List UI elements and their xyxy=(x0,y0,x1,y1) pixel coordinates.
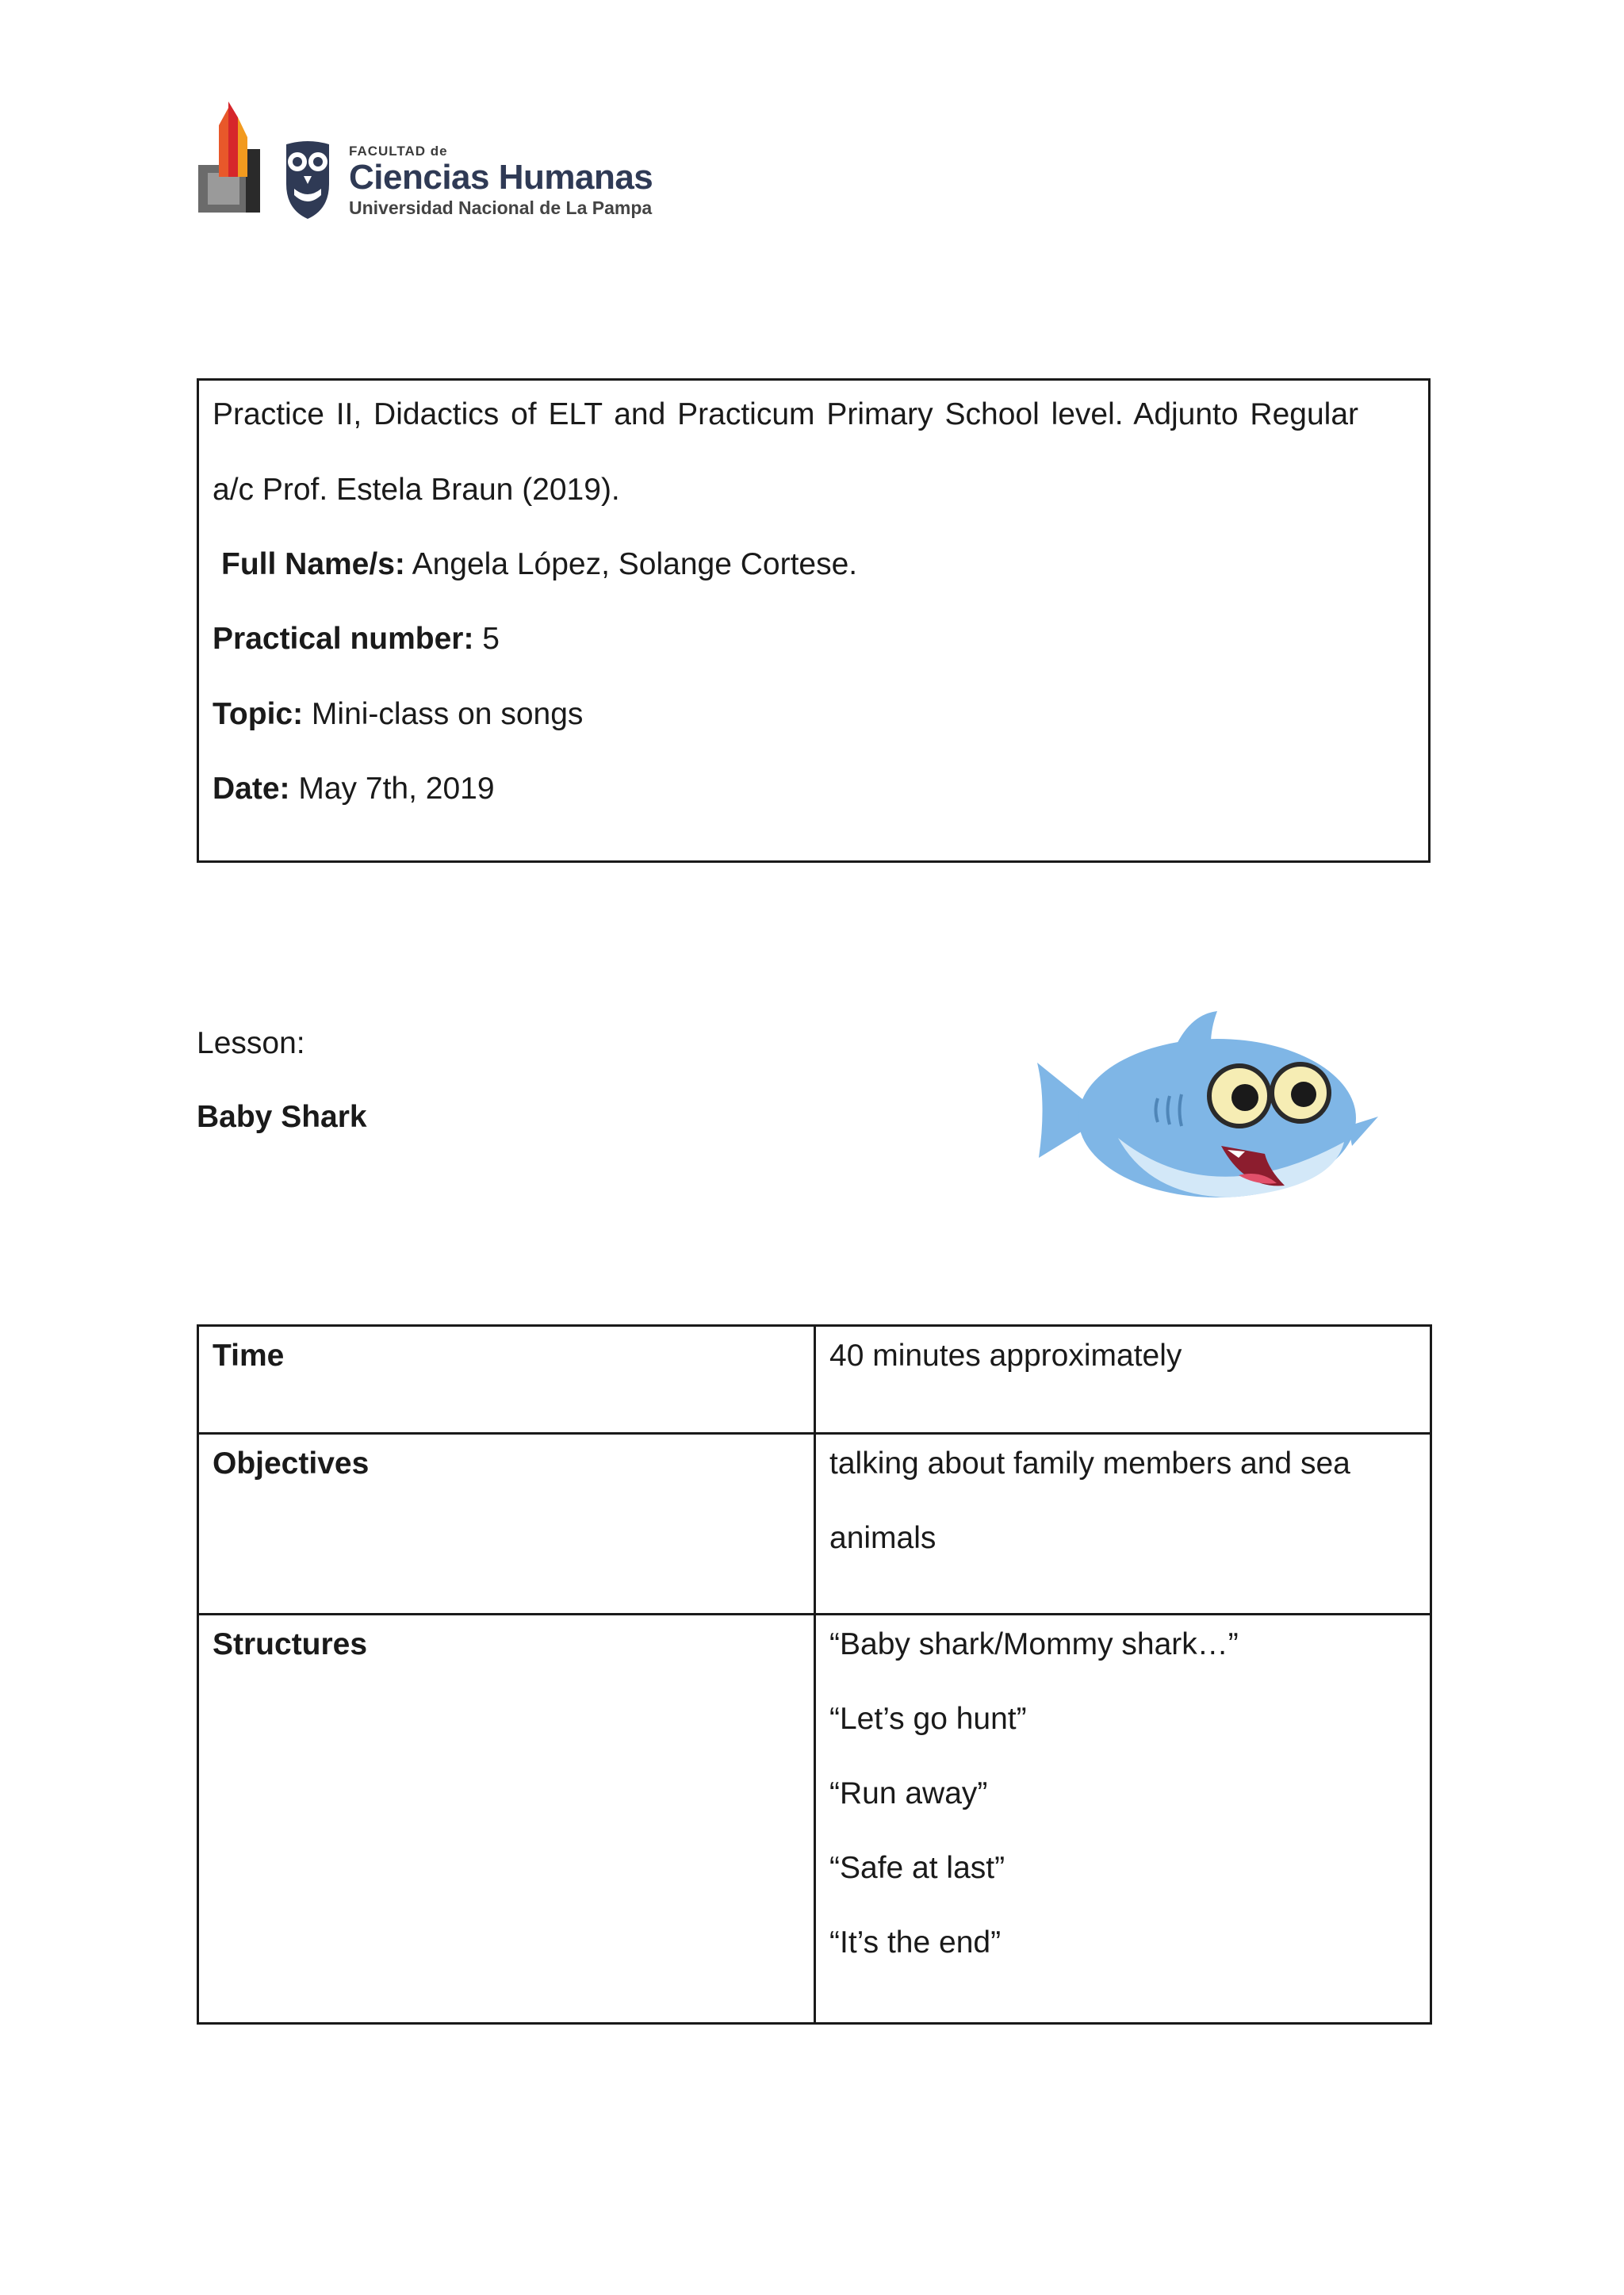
structure-item: “Let’s go hunt” xyxy=(829,1702,1027,1736)
full-names-label: Full Name/s: xyxy=(221,547,405,581)
time-value-cell: 40 minutes approximately xyxy=(815,1326,1431,1434)
practical-number-line xyxy=(213,621,500,657)
table-row xyxy=(198,1434,1431,1615)
full-names-value: Angela López, Solange Cortese. xyxy=(404,547,858,581)
structures-label-cell: Structures xyxy=(198,1615,815,2024)
time-label-cell: Time xyxy=(198,1326,815,1434)
topic-value: Mini-class on songs xyxy=(303,697,584,731)
objectives-label-cell: Objectives xyxy=(198,1434,815,1615)
lesson-plan-table xyxy=(197,1324,1432,2025)
structure-item: “Baby shark/Mommy shark…” xyxy=(829,1627,1239,1661)
course-title-line2: a/c Prof. Estela Braun (2019). xyxy=(213,473,620,507)
logo-text xyxy=(349,144,682,219)
date-label: Date: xyxy=(213,772,290,806)
lesson-title: Baby Shark xyxy=(197,1100,367,1134)
full-names-line xyxy=(221,546,857,583)
course-title-line1: Practice II, Didactics of ELT and Practicum Primary School level. Adjunto Regular xyxy=(213,397,1358,431)
topic-line xyxy=(213,696,583,733)
lesson-label: Lesson: xyxy=(197,1026,305,1060)
owl-icon xyxy=(280,136,335,220)
table-row xyxy=(198,1326,1431,1434)
baby-shark-illustration-icon xyxy=(1031,1007,1380,1221)
date-value: May 7th, 2019 xyxy=(289,772,495,806)
logo-faculty-label: FACULTAD de xyxy=(349,144,448,159)
objectives-value-cell xyxy=(815,1434,1431,1615)
table-row xyxy=(198,1615,1431,2024)
faculty-logo xyxy=(198,102,674,228)
practical-number-value: 5 xyxy=(473,622,500,656)
structure-item: “Run away” xyxy=(829,1776,988,1810)
logo-university: Universidad Nacional de La Pampa xyxy=(349,197,653,218)
date-line xyxy=(213,771,495,807)
objectives-line: talking about family members and sea xyxy=(829,1446,1350,1481)
faculty-emblem-icon xyxy=(198,102,270,220)
objectives-line: animals xyxy=(829,1521,936,1555)
practical-number-label: Practical number: xyxy=(213,622,474,656)
logo-faculty-name: Ciencias Humanas xyxy=(349,158,653,197)
structures-value-cell xyxy=(815,1615,1431,2024)
topic-label: Topic: xyxy=(213,697,304,731)
structure-item: “Safe at last” xyxy=(829,1851,1005,1885)
practical-info-box xyxy=(197,378,1431,863)
structure-item: “It’s the end” xyxy=(829,1925,1002,1960)
